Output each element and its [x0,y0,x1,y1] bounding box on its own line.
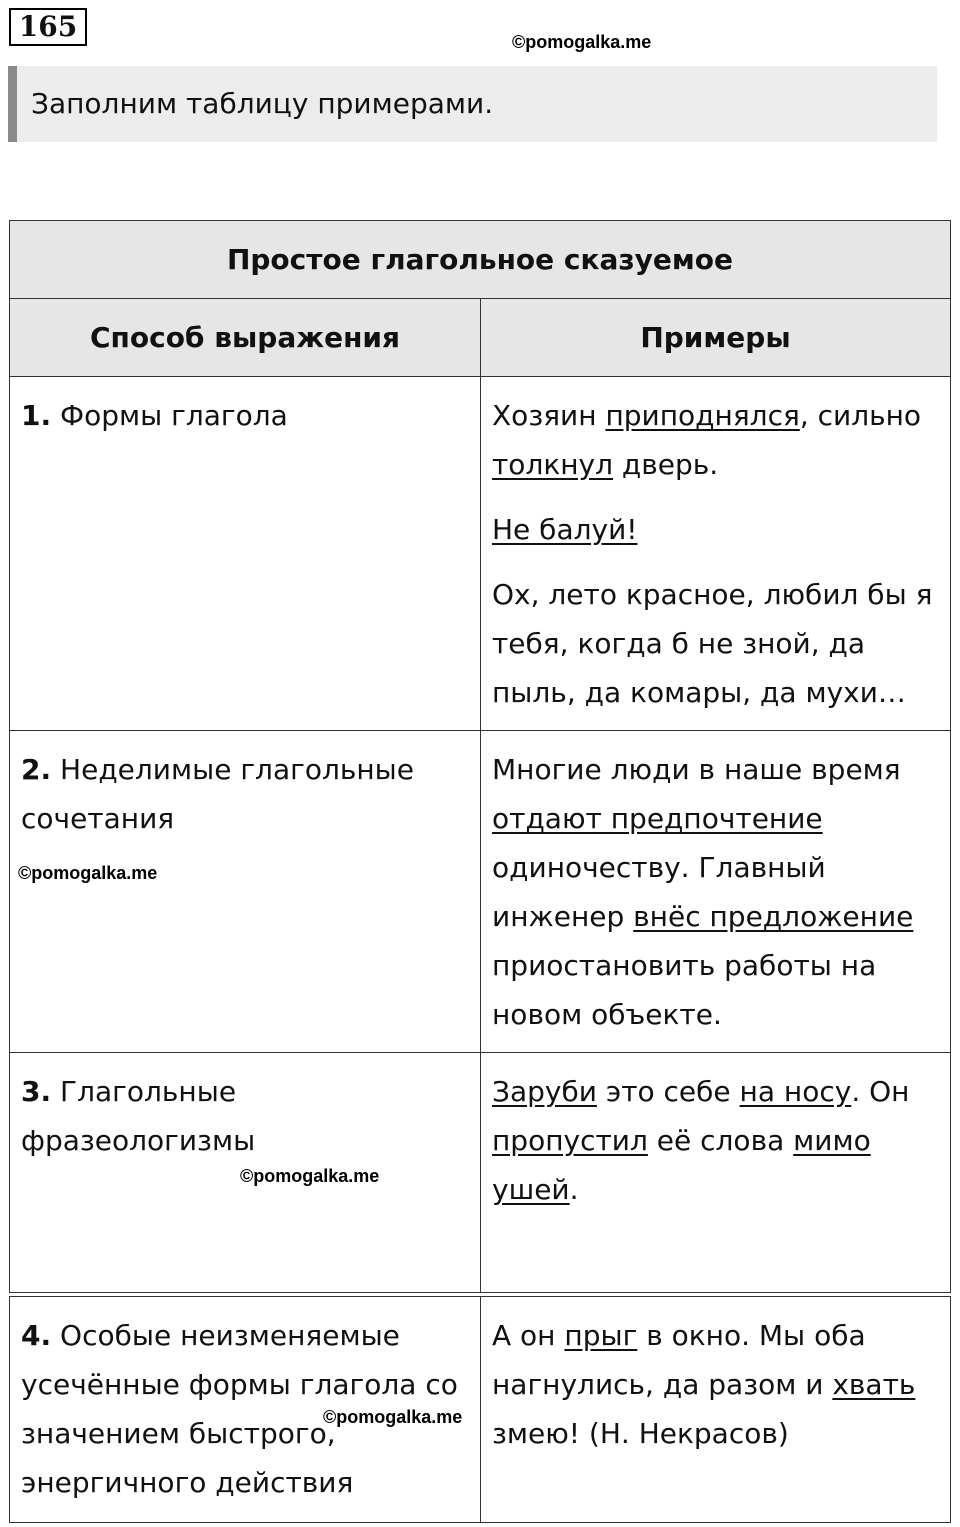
example-paragraph: А он прыг в окно. Мы оба нагнулись, да разом и хвать змею! (Н. Некрасов) [492,1319,916,1450]
predicate-underline: хвать [832,1368,916,1401]
predicate-underline: прыг [564,1319,638,1352]
predicate-underline: внёс предложение [633,900,914,933]
table-row [10,1053,951,1293]
table-title-row [10,221,951,299]
example-paragraph [492,505,940,554]
task-number: 165 [9,8,87,46]
row-number: 4. [21,1319,52,1352]
method-text: Особые неизменяемые усечённые формы глагола со значением быстрого, энергичного действия [21,1319,458,1499]
predicate-underline: на носу [739,1075,852,1108]
table-row [10,377,951,731]
predicate-underline: отдают предпочтение [492,802,823,835]
table-title: Простое глагольное сказуемое [10,221,951,299]
method-cell [10,377,481,731]
intro-banner [8,66,937,142]
predicate-underline: Заруби [492,1075,597,1108]
method-text: Неделимые глагольные сочетания [21,753,414,835]
examples-cell [481,1053,951,1293]
table-header-row [10,299,951,377]
predicate-table [9,220,951,1293]
table-row [10,1297,951,1523]
examples-cell [481,1297,951,1523]
row-number: 1. [21,399,52,432]
example-paragraph: Хозяин приподнялся, сильно толкнул дверь. [492,399,922,481]
example-paragraph: Многие люди в наше время отдают предпочтение одиночеству. Главный инженер внёс предложение приостановить работы на новом объекте. [492,753,914,1031]
header-examples: Примеры [481,299,951,377]
header-method: Способ выражения [10,299,481,377]
intro-text: Заполним таблицу примерами. [31,87,494,120]
row-number: 2. [21,753,52,786]
watermark: ©pomogalka.me [240,1166,380,1186]
row-number: 3. [21,1075,52,1108]
watermark: ©pomogalka.me [512,32,652,52]
examples-cell [481,377,951,731]
predicate-underline: Не балуй! [492,513,638,546]
predicate-underline: мимо ушей [492,1124,871,1206]
predicate-table-continued [9,1296,951,1523]
examples-cell [481,731,951,1053]
method-cell [10,731,481,1053]
table-row [10,731,951,1053]
watermark: ©pomogalka.me [18,863,158,883]
example-paragraph: Ох, лето красное, любил бы я тебя, когда б не зной, да пыль, да комары, да мухи… [492,578,933,709]
method-text: Глагольные фразеологизмы [21,1075,256,1157]
predicate-underline: толкнул [492,448,614,481]
predicate-underline: пропустил [492,1124,648,1157]
watermark: ©pomogalka.me [323,1407,463,1427]
example-paragraph: Заруби это себе на носу. Он пропустил её слова мимо ушей. [492,1075,910,1206]
method-text: Формы глагола [60,399,288,432]
predicate-underline: приподнялся [605,399,800,432]
